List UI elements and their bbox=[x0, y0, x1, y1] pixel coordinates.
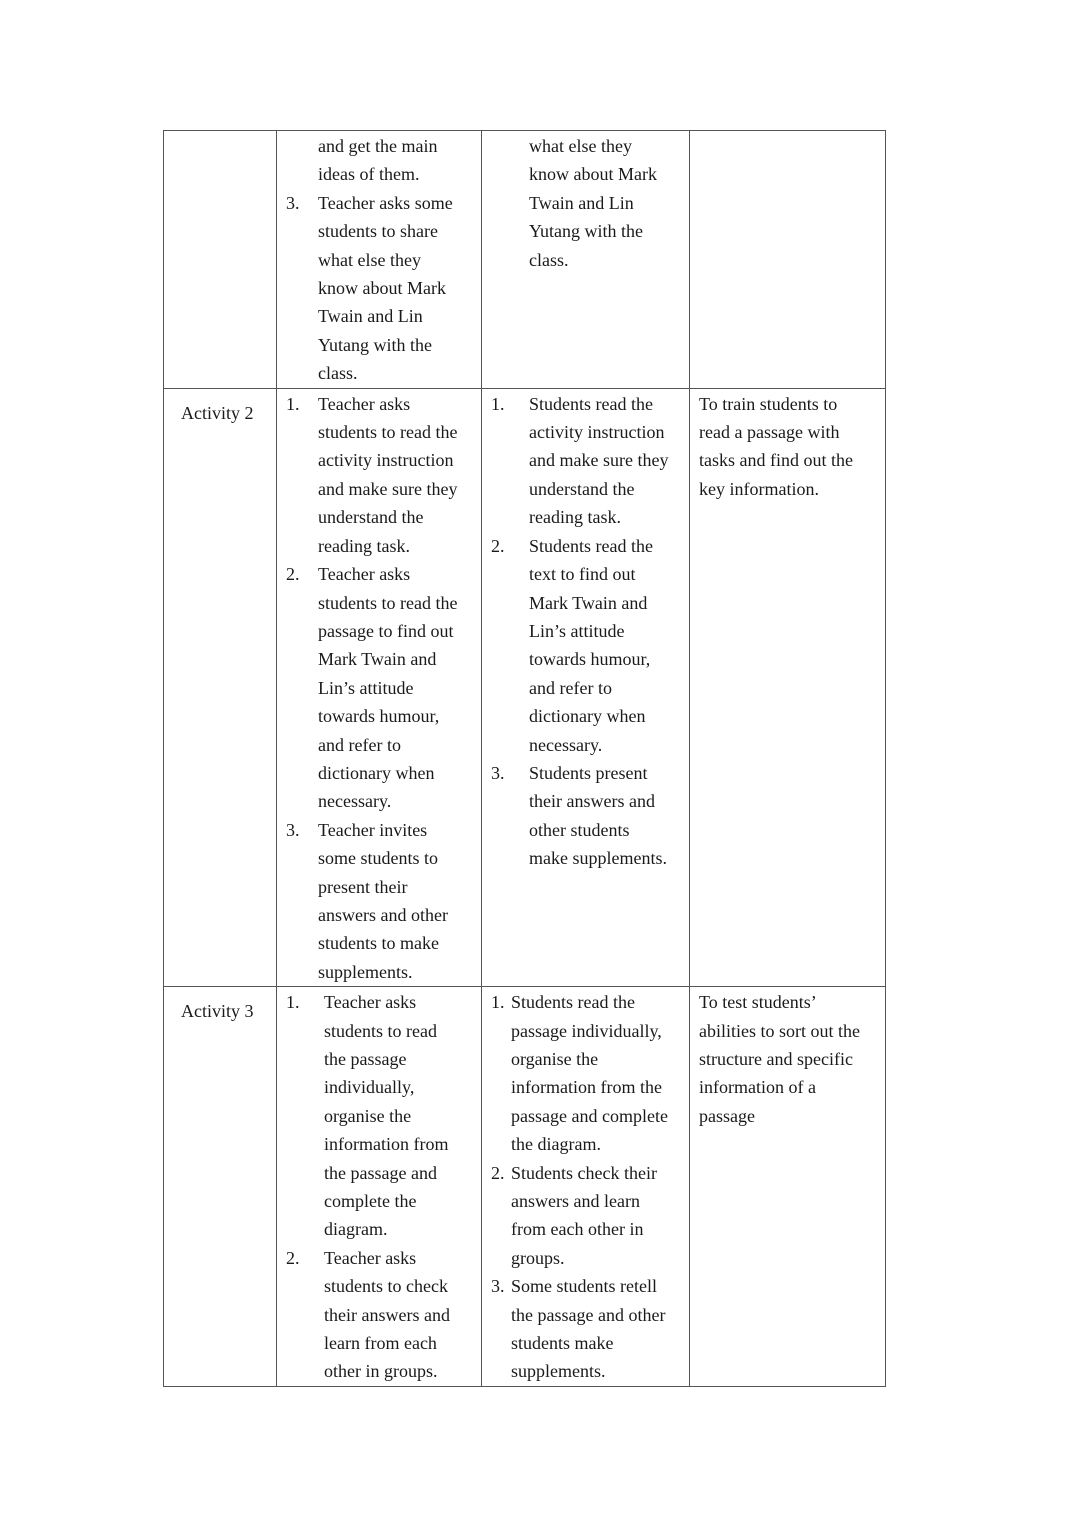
step-text-line: ideas of them. bbox=[318, 164, 420, 185]
step-text-line: students make bbox=[511, 1333, 614, 1354]
step-text-line: the passage and bbox=[324, 1162, 437, 1183]
step-text-line: Teacher invites bbox=[318, 819, 428, 840]
aim-cell bbox=[690, 131, 886, 389]
table-row-activity-2 bbox=[164, 388, 886, 987]
step-text-line: know about Mark bbox=[318, 278, 446, 299]
teacher-steps bbox=[277, 389, 481, 987]
list-item bbox=[482, 759, 683, 873]
teacher-steps bbox=[277, 987, 481, 1386]
student-activity-cell bbox=[482, 131, 690, 389]
step-number: 1. bbox=[286, 992, 300, 1013]
step-text-line: Students read the bbox=[511, 992, 635, 1013]
step-text-line: Students read the bbox=[529, 535, 653, 556]
step-text-line: organise the bbox=[324, 1105, 412, 1126]
step-text-line: supplements. bbox=[318, 961, 413, 982]
step-text-line: understand the bbox=[318, 507, 424, 528]
aim-cell bbox=[690, 388, 886, 987]
step-text-line: Teacher asks bbox=[324, 1247, 417, 1268]
activity-label: Activity 2 bbox=[181, 402, 254, 423]
step-text-line: present their bbox=[318, 876, 408, 897]
step-text-line: Teacher asks bbox=[318, 564, 411, 585]
step-text-line: organise the bbox=[511, 1049, 599, 1069]
teacher-activity-cell bbox=[277, 131, 482, 389]
step-text bbox=[324, 1244, 475, 1386]
teacher-activity-cell bbox=[277, 987, 482, 1387]
aim-text-line: To train students to bbox=[699, 393, 838, 414]
step-text-line: students to read the bbox=[318, 422, 458, 443]
step-text-line: Twain and Lin bbox=[529, 192, 634, 213]
step-text-line: diagram. bbox=[324, 1219, 388, 1240]
step-text-line: learn from each bbox=[324, 1333, 437, 1354]
list-item bbox=[482, 390, 683, 532]
step-number: 3. bbox=[491, 1276, 505, 1297]
lesson-plan-body bbox=[164, 131, 886, 1387]
step-text-line: Students present bbox=[529, 762, 648, 783]
table-row-continuation bbox=[164, 131, 886, 389]
step-text bbox=[318, 560, 475, 816]
step-text-line: other in groups. bbox=[324, 1361, 438, 1382]
step-text bbox=[529, 390, 683, 532]
step-text bbox=[511, 988, 683, 1158]
aim-text-line: information of a bbox=[699, 1077, 816, 1098]
step-text-line: the diagram. bbox=[511, 1134, 601, 1155]
list-item bbox=[277, 132, 475, 189]
step-text-line: make supplements. bbox=[529, 848, 667, 869]
step-text-line: class. bbox=[318, 363, 358, 384]
step-text bbox=[318, 390, 475, 560]
step-text bbox=[318, 132, 475, 189]
step-text-line: activity instruction bbox=[529, 422, 665, 443]
step-text-line: answers and learn bbox=[511, 1191, 640, 1212]
aim-text-line: passage bbox=[699, 1105, 755, 1126]
step-text bbox=[318, 816, 475, 986]
step-number: 2. bbox=[491, 535, 505, 556]
step-text-line: know about Mark bbox=[529, 164, 657, 185]
step-text-line: activity instruction bbox=[318, 450, 454, 471]
step-text-line: other students bbox=[529, 819, 630, 840]
aim-text-line: key information. bbox=[699, 478, 819, 499]
student-steps bbox=[482, 987, 689, 1386]
step-text-line: towards humour, bbox=[318, 706, 440, 727]
step-text bbox=[529, 759, 683, 873]
step-number: 2. bbox=[491, 1162, 505, 1183]
step-text-line: and refer to bbox=[529, 677, 612, 698]
step-text-line: information from bbox=[324, 1134, 449, 1155]
step-text-line: necessary. bbox=[529, 734, 603, 755]
student-activity-cell bbox=[482, 388, 690, 987]
table-row-activity-3 bbox=[164, 987, 886, 1387]
aim-text-line: structure and specific bbox=[699, 1049, 853, 1069]
step-text-line: Mark Twain and bbox=[318, 649, 437, 670]
list-item bbox=[482, 532, 683, 759]
aim-text-line: To test students’ bbox=[699, 992, 817, 1013]
step-text-line: Mark Twain and bbox=[529, 592, 648, 613]
step-text-line: Students read the bbox=[529, 393, 653, 414]
step-text-line: Yutang with the bbox=[529, 221, 643, 242]
step-text-line: their answers and bbox=[529, 791, 655, 812]
step-text-line: Students check their bbox=[511, 1162, 657, 1183]
step-text-line: students to check bbox=[324, 1276, 448, 1297]
activity-label: Activity 3 bbox=[181, 1001, 254, 1022]
list-item bbox=[277, 988, 475, 1244]
step-text-line: from each other in bbox=[511, 1219, 644, 1240]
list-item bbox=[277, 816, 475, 986]
step-text-line: Teacher asks some bbox=[318, 192, 453, 213]
student-activity-cell bbox=[482, 987, 690, 1387]
step-text-line: answers and other bbox=[318, 904, 448, 925]
step-text-line: students to make bbox=[318, 933, 439, 954]
step-text-line: students to read the bbox=[318, 592, 458, 613]
list-item bbox=[482, 132, 683, 274]
step-text bbox=[318, 189, 475, 388]
step-text-line: complete the bbox=[324, 1191, 417, 1212]
step-text-line: passage and complete bbox=[511, 1105, 668, 1126]
list-item bbox=[277, 560, 475, 816]
step-text-line: understand the bbox=[529, 478, 635, 499]
step-text-line: dictionary when bbox=[529, 706, 646, 727]
step-text-line: text to find out bbox=[529, 564, 636, 585]
list-item bbox=[277, 189, 475, 388]
step-number: 1. bbox=[286, 393, 300, 414]
step-text-line: Lin’s attitude bbox=[318, 677, 414, 698]
teacher-steps bbox=[277, 131, 481, 388]
aim-cell bbox=[690, 987, 886, 1387]
list-item bbox=[482, 1272, 683, 1386]
list-item bbox=[482, 988, 683, 1158]
step-text bbox=[511, 1159, 683, 1273]
step-text-line: students to share bbox=[318, 221, 438, 242]
step-number: 1. bbox=[491, 992, 505, 1013]
step-text-line: and refer to bbox=[318, 734, 401, 755]
lesson-plan-table bbox=[163, 130, 886, 1387]
step-text-line: supplements. bbox=[511, 1361, 606, 1382]
step-text-line: Teacher asks bbox=[324, 992, 417, 1013]
step-text-line: passage to find out bbox=[318, 620, 454, 641]
step-text-line: individually, bbox=[324, 1077, 415, 1098]
step-text-line: groups. bbox=[511, 1247, 565, 1268]
step-text-line: reading task. bbox=[529, 507, 621, 528]
step-text-line: and get the main bbox=[318, 136, 438, 156]
step-number: 3. bbox=[491, 762, 505, 783]
step-text-line: passage individually, bbox=[511, 1020, 662, 1041]
step-text-line: some students to bbox=[318, 848, 438, 869]
step-text-line: Yutang with the bbox=[318, 334, 432, 355]
step-text-line: students to read bbox=[324, 1020, 437, 1041]
step-text-line: the passage and other bbox=[511, 1304, 666, 1325]
list-item bbox=[482, 1159, 683, 1273]
step-text-line: and make sure they bbox=[318, 478, 458, 499]
step-text-line: Twain and Lin bbox=[318, 306, 423, 327]
step-text-line: reading task. bbox=[318, 535, 410, 556]
step-text bbox=[529, 532, 683, 759]
teacher-activity-cell bbox=[277, 388, 482, 987]
step-text-line: the passage bbox=[324, 1049, 407, 1069]
step-text-line: their answers and bbox=[324, 1304, 450, 1325]
step-text-line: necessary. bbox=[318, 791, 392, 812]
step-text-line: dictionary when bbox=[318, 762, 435, 783]
step-number: 3. bbox=[286, 192, 300, 213]
step-text-line: what else they bbox=[318, 249, 421, 270]
activity-label-cell bbox=[164, 388, 277, 987]
step-text bbox=[324, 988, 475, 1244]
step-text-line: Teacher asks bbox=[318, 393, 411, 414]
aim-text-line: abilities to sort out the bbox=[699, 1020, 860, 1041]
step-text bbox=[529, 132, 683, 274]
activity-label-cell bbox=[164, 131, 277, 389]
step-text-line: information from the bbox=[511, 1077, 662, 1098]
aim-text-line: tasks and find out the bbox=[699, 450, 853, 471]
step-text-line: and make sure they bbox=[529, 450, 669, 471]
step-text-line: class. bbox=[529, 249, 569, 270]
step-number: 3. bbox=[286, 819, 300, 840]
step-text-line: towards humour, bbox=[529, 649, 651, 670]
aim-text-line: read a passage with bbox=[699, 422, 840, 443]
student-steps bbox=[482, 131, 689, 274]
step-number: 2. bbox=[286, 564, 300, 585]
step-number: 2. bbox=[286, 1247, 300, 1268]
step-number: 1. bbox=[491, 393, 505, 414]
step-text-line: Some students retell bbox=[511, 1276, 657, 1297]
step-text-line: Lin’s attitude bbox=[529, 620, 625, 641]
student-steps bbox=[482, 389, 689, 873]
activity-label-cell bbox=[164, 987, 277, 1387]
step-text bbox=[511, 1272, 683, 1386]
step-text-line: what else they bbox=[529, 136, 632, 156]
list-item bbox=[277, 1244, 475, 1386]
list-item bbox=[277, 390, 475, 560]
